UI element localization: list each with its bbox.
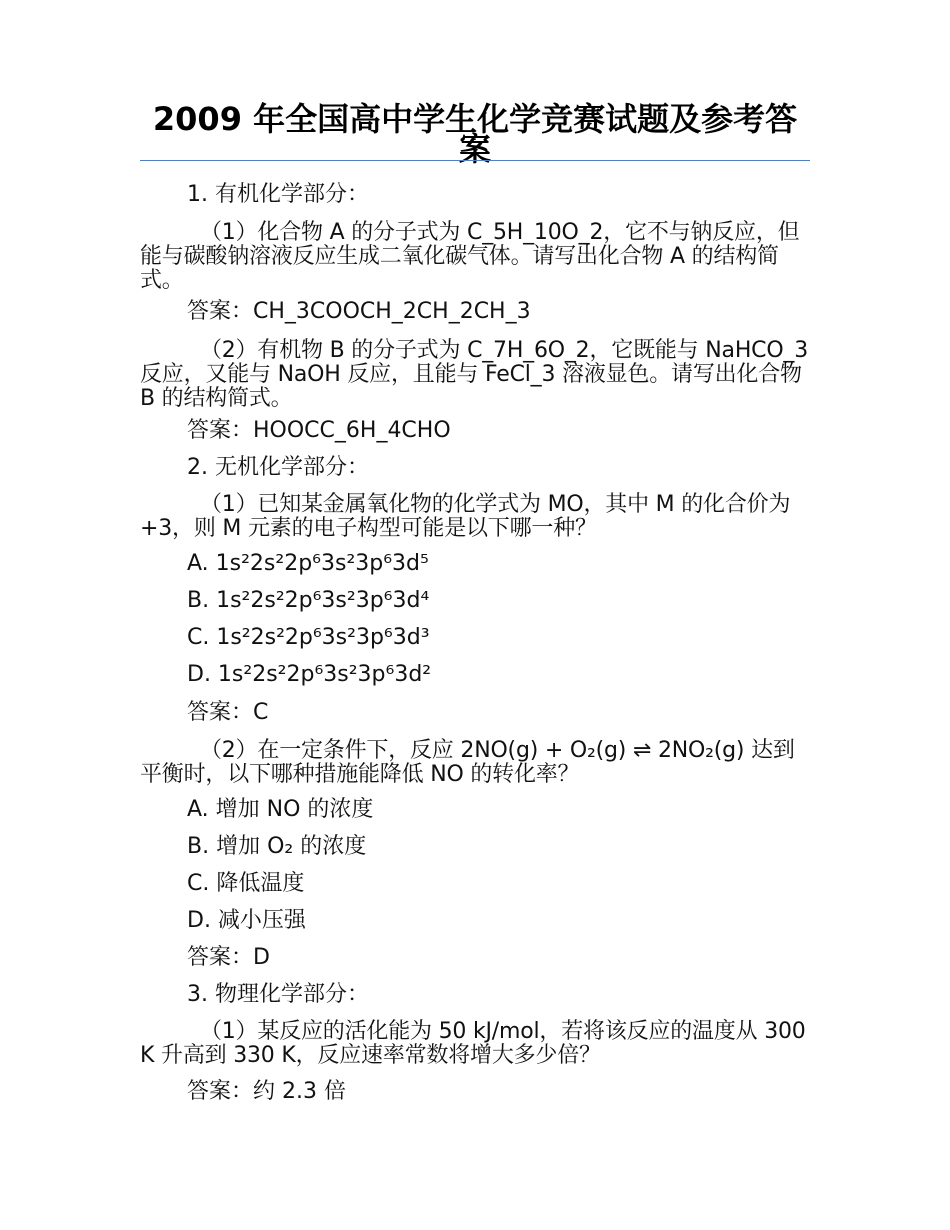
option-item: B. 增加 O₂ 的浓度 [187,834,367,859]
page-title: 2009 年全国高中学生化学竞赛试题及参考答案 [152,100,798,168]
question-organic-2: （2）有机物 B 的分子式为 C_7H_6O_2，它既能与 NaHCO_3 反应，又能与 NaOH 反应，且能与 FeCl_3 溶液显色。请写出化合物 B 的结构简式。 [140,338,809,411]
title-divider [140,160,810,161]
section-heading-inorganic: 2. 无机化学部分： [187,455,369,480]
answer-organic-1: 答案：CH_3COOCH_2CH_2CH_3 [187,299,531,324]
option-item: D. 1s²2s²2p⁶3s²3p⁶3d² [187,662,432,687]
option-item: D. 减小压强 [187,908,306,933]
section-heading-physical: 3. 物理化学部分： [187,982,369,1007]
answer-inorganic-1: 答案：C [187,700,269,725]
answer-organic-2: 答案：HOOCC_6H_4CHO [187,418,451,443]
question-inorganic-1: （1）已知某金属氧化物的化学式为 MO，其中 M 的化合价为+3，则 M 元素的电子构型可能是以下哪一种？ [140,492,791,541]
option-item: C. 1s²2s²2p⁶3s²3p⁶3d³ [187,625,430,650]
question-physical-1: （1）某反应的活化能为 50 kJ/mol，若将该反应的温度从 300 K 升高到 330 K，反应速率常数将增大多少倍？ [140,1019,806,1068]
section-heading-organic: 1. 有机化学部分： [187,182,369,207]
question-inorganic-2: （2）在一定条件下，反应 2NO(g) + O₂(g) ⇌ 2NO₂(g) 达到平衡时，以下哪种措施能降低 NO 的转化率？ [140,738,795,787]
answer-inorganic-2: 答案：D [187,945,270,970]
option-item: C. 降低温度 [187,871,305,896]
option-item: A. 1s²2s²2p⁶3s²3p⁶3d⁵ [187,551,429,576]
option-item: A. 增加 NO 的浓度 [187,797,374,822]
option-item: B. 1s²2s²2p⁶3s²3p⁶3d⁴ [187,588,430,613]
question-organic-1: （1）化合物 A 的分子式为 C_5H_10O_2，它不与钠反应，但能与碳酸钠溶液反应生成二氧化碳气体。请写出化合物 A 的结构简式。 [140,220,800,293]
answer-physical-1: 答案：约 2.3 倍 [187,1079,346,1104]
